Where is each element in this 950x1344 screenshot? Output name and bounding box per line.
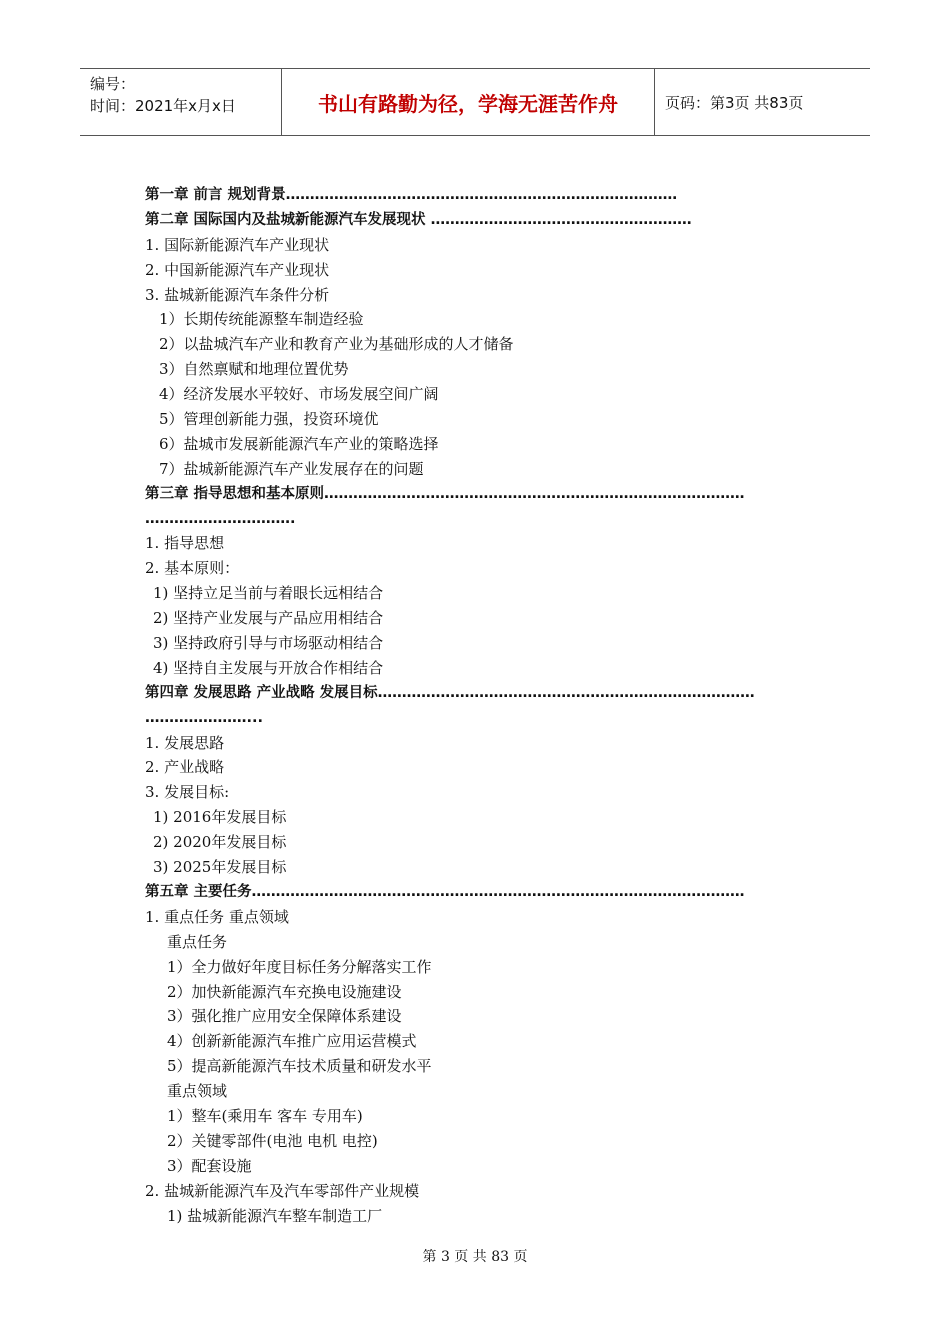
toc-entry: 1. 发展思路 [145,733,225,752]
header-table [80,68,870,136]
toc-entry: 1) 2016年发展目标 [153,808,287,827]
toc-entry: 重点任务 [167,932,228,951]
toc-entry: 1) 坚持立足当前与着眼长远相结合 [153,584,384,603]
chapter-heading: 第三章 指导思想和基本原则…………………………………………………………………………… [145,485,745,502]
toc-entry: 1. 重点任务 重点领域 [145,907,289,926]
toc-entry: 2. 基本原则： [145,559,240,578]
toc-entry: 2. 产业战略 [145,758,225,777]
chapter-heading: 第四章 发展思路 产业战略 发展目标…………………………………………………………………… [145,684,755,701]
toc-entry: 4) 坚持自主发展与开放合作相结合 [153,658,384,677]
toc-entry: 1. 国际新能源汽车产业现状 [145,235,330,254]
toc-entry: 5）管理创新能力强，投资环境优 [159,410,379,429]
page-footer: 第 3 页 共 83 页 [422,1249,528,1265]
toc-entry: 7）盐城新能源汽车产业发展存在的问题 [159,459,424,478]
toc-entry: 1) 盐城新能源汽车整车制造工厂 [167,1206,383,1225]
number-label: 编号： [90,75,136,93]
toc-entry: 3. 盐城新能源汽车条件分析 [145,285,330,304]
toc-entry: 1）长期传统能源整车制造经验 [159,310,364,329]
toc-entry: 3）配套设施 [167,1156,252,1175]
toc-entry: 2. 中国新能源汽车产业现状 [145,260,330,279]
header-meta [80,69,282,135]
toc-entry: 2）关键零部件(电池 电机 电控) [167,1131,378,1150]
toc-entry: 3) 2025年发展目标 [153,858,287,877]
time-label: 时间：2021年x月x日 [90,97,236,115]
chapter-heading: 第一章 前言 规划背景……………………………………………………………………… [145,187,678,203]
toc-entry: 3）自然禀赋和地理位置优势 [159,360,349,379]
toc-entry: 4）创新新能源汽车推广应用运营模式 [167,1032,417,1051]
toc-entry: 2）加快新能源汽车充换电设施建设 [167,982,402,1001]
toc-entry: 1. 指导思想 [145,534,225,553]
toc-entry: 2) 坚持产业发展与产品应用相结合 [153,609,384,628]
toc-entry: 2）以盐城汽车产业和教育产业为基础形成的人才储备 [159,335,514,354]
chapter-heading: …………………... [145,709,264,726]
toc-entry: 3) 坚持政府引导与市场驱动相结合 [153,634,384,653]
table-of-contents [145,183,825,1228]
header-motto: 书山有路勤为径，学海无涯苦作舟 [282,69,655,135]
toc-entry: 3. 发展目标: [145,783,230,802]
toc-entry: 5）提高新能源汽车技术质量和研发水平 [167,1057,432,1076]
toc-entry: 1）全力做好年度目标任务分解落实工作 [167,957,432,976]
toc-entry: 2) 2020年发展目标 [153,833,287,852]
chapter-heading: 第二章 国际国内及盐城新能源汽车发展现状 ……………………………………………… [145,211,692,228]
header-page-info: 页码：第3页 共83页 [665,93,804,112]
toc-entry: 4）经济发展水平较好、市场发展空间广阔 [159,385,439,404]
chapter-heading: …………………………. [145,510,296,527]
toc-entry: 6）盐城市发展新能源汽车产业的策略选择 [159,434,439,453]
toc-entry: 2. 盐城新能源汽车及汽车零部件产业规模 [145,1181,420,1200]
toc-entry: 重点领域 [167,1082,228,1101]
toc-entry: 3）强化推广应用安全保障体系建设 [167,1007,402,1026]
toc-entry: 1）整车(乘用车 客车 专用车) [167,1106,363,1125]
chapter-heading: 第五章 主要任务………………………………………………………………………………………… [145,883,745,900]
